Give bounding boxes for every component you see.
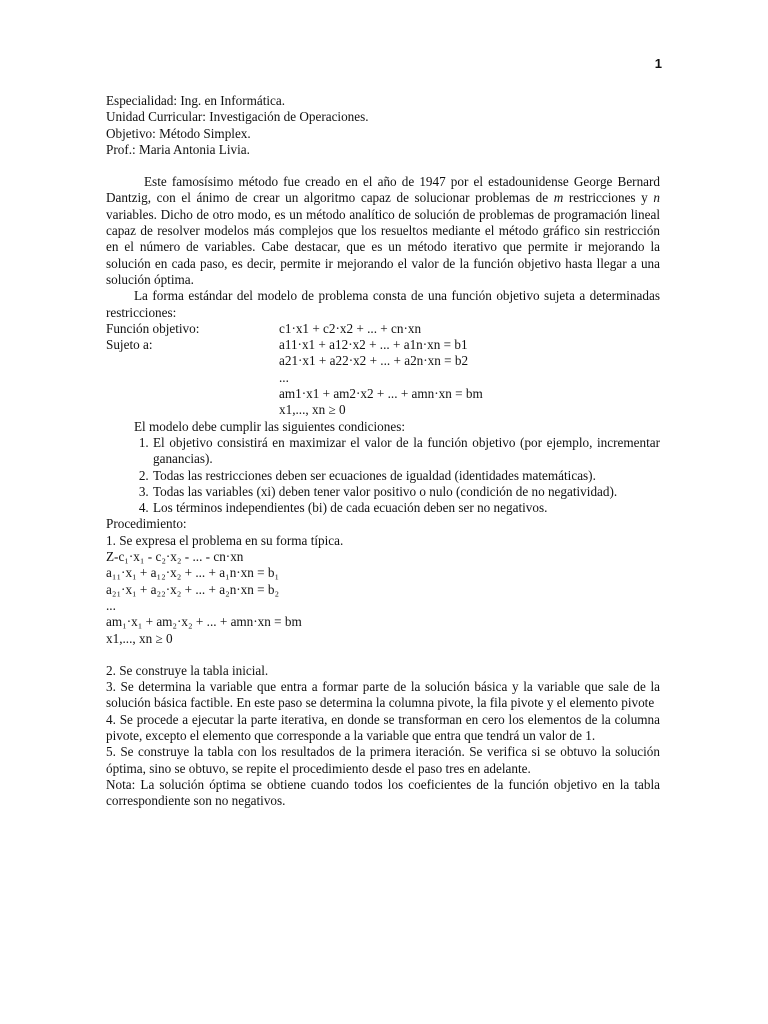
m-variable: m [553,190,564,206]
objective-function: c1·x1 + c2·x2 + ... + cn·xn [279,320,422,336]
nonnegativity-constraint: x1,..., xn ≥ 0 [279,402,346,418]
step-1: 1. Se expresa el problema en su forma típica. [106,532,344,548]
condition-item: 1. El objetivo consistirá en maximizar el valor de la función objetivo (por ejemplo, incrementar ganancias). [152,435,660,468]
typical-form-constraint-m: am₁·x₁ + am₂·x₂ + ... + amn·xn = bm [106,614,302,630]
constraint-m: am1·x1 + am2·x2 + ... + amn·xn = bm [279,386,483,402]
condition-item: 4. Los términos independientes (bi) de cada ecuación deben ser no negativos. [152,500,660,516]
page-number: 1 [654,56,662,71]
intro-paragraph: Este famosísimo método fue creado en el año de 1947 por el estadounidense George Bernard Dantzig, con el ánimo de crear un algoritmo capaz de solucionar problemas de m restricciones y n variables. Dicho de otro modo, es un método analítico de solución de problemas de programación lineal capaz de resolver modelos más complejos que los resueltos mediante el método gráfico sin restricción en el número de variables. Cabe destacar, que es un método iterativo que permite ir mejorando la solución en cada paso, es decir, permite ir mejorando el valor de la función objetivo hasta llegar a una solución óptima. [106,174,660,287]
conditions-intro: El modelo debe cumplir las siguientes condiciones: [134,418,406,434]
procedure-title: Procedimiento: [106,516,187,532]
typical-form-constraint-2: a₂₁·x₁ + a₂₂·x₂ + ... + a₂n·xn = b₂ [106,581,280,597]
optimality-note: Nota: La solución óptima se obtiene cuando todos los coeficientes de la función objetivo en la tabla correspondiente son no negativos. [106,776,660,809]
n-variable: n [653,190,660,206]
objetivo-line: Objetivo: Método Simplex. [106,125,251,141]
especialidad-line: Especialidad: Ing. en Informática. [106,93,286,108]
step-5: 5. Se construye la tabla con los resultados de la primera iteración. Se verifica si se obtuvo la solución óptima, sino se obtuvo, se repite el procedimiento desde el paso tres en adelante. [106,744,660,776]
professor-line: Prof.: Maria Antonia Livia. [106,141,250,157]
typical-form-nonnegativity: x1,..., xn ≥ 0 [106,630,173,646]
objective-label: Función objetivo: [106,320,200,336]
typical-form-ellipsis: ... [106,597,116,613]
procedure-section [106,516,660,809]
header-block [106,93,660,158]
typical-form-constraint-1: a₁₁·x₁ + a₁₂·x₂ + ... + a₁n·xn = b₁ [106,565,280,581]
step-4: 4. Se procede a ejecutar la parte iterativa, en donde se transforman en cero los elementos de la columna pivote, excepto el elemento que corresponde a la variable que entra que tendrá un valor de 1. [106,711,660,743]
unidad-curricular-line: Unidad Curricular: Investigación de Operaciones. [106,109,369,125]
typical-form-objective: Z-c₁·x₁ - c₂·x₂ - ... - cn·xn [106,549,244,565]
document-body [106,93,660,809]
conditions-list [106,435,660,516]
subject-to-label: Sujeto a: [106,337,153,353]
condition-item: 2. Todas las restricciones deben ser ecuaciones de igualdad (identidades matemáticas). [152,468,660,484]
step-3: 3. Se determina la variable que entra a formar parte de la solución básica y la variable que sale de la solución básica factible. En este paso se determina la columna pivote, la fila pivote y el elemento pivote [106,679,660,711]
constraint-ellipsis: ... [279,369,289,385]
constraint-1: a11·x1 + a12·x2 + ... + a1n·xn = b1 [279,337,468,353]
constraint-2: a21·x1 + a22·x2 + ... + a2n·xn = b2 [279,353,469,369]
model-block [106,321,660,419]
standard-form-paragraph: La forma estándar del modelo de problema consta de una función objetivo sujeta a determinadas restricciones: [106,288,660,320]
condition-item: 3. Todas las variables (xi) deben tener valor positivo o nulo (condición de no negatividad). [152,484,660,500]
step-2: 2. Se construye la tabla inicial. [106,662,269,678]
